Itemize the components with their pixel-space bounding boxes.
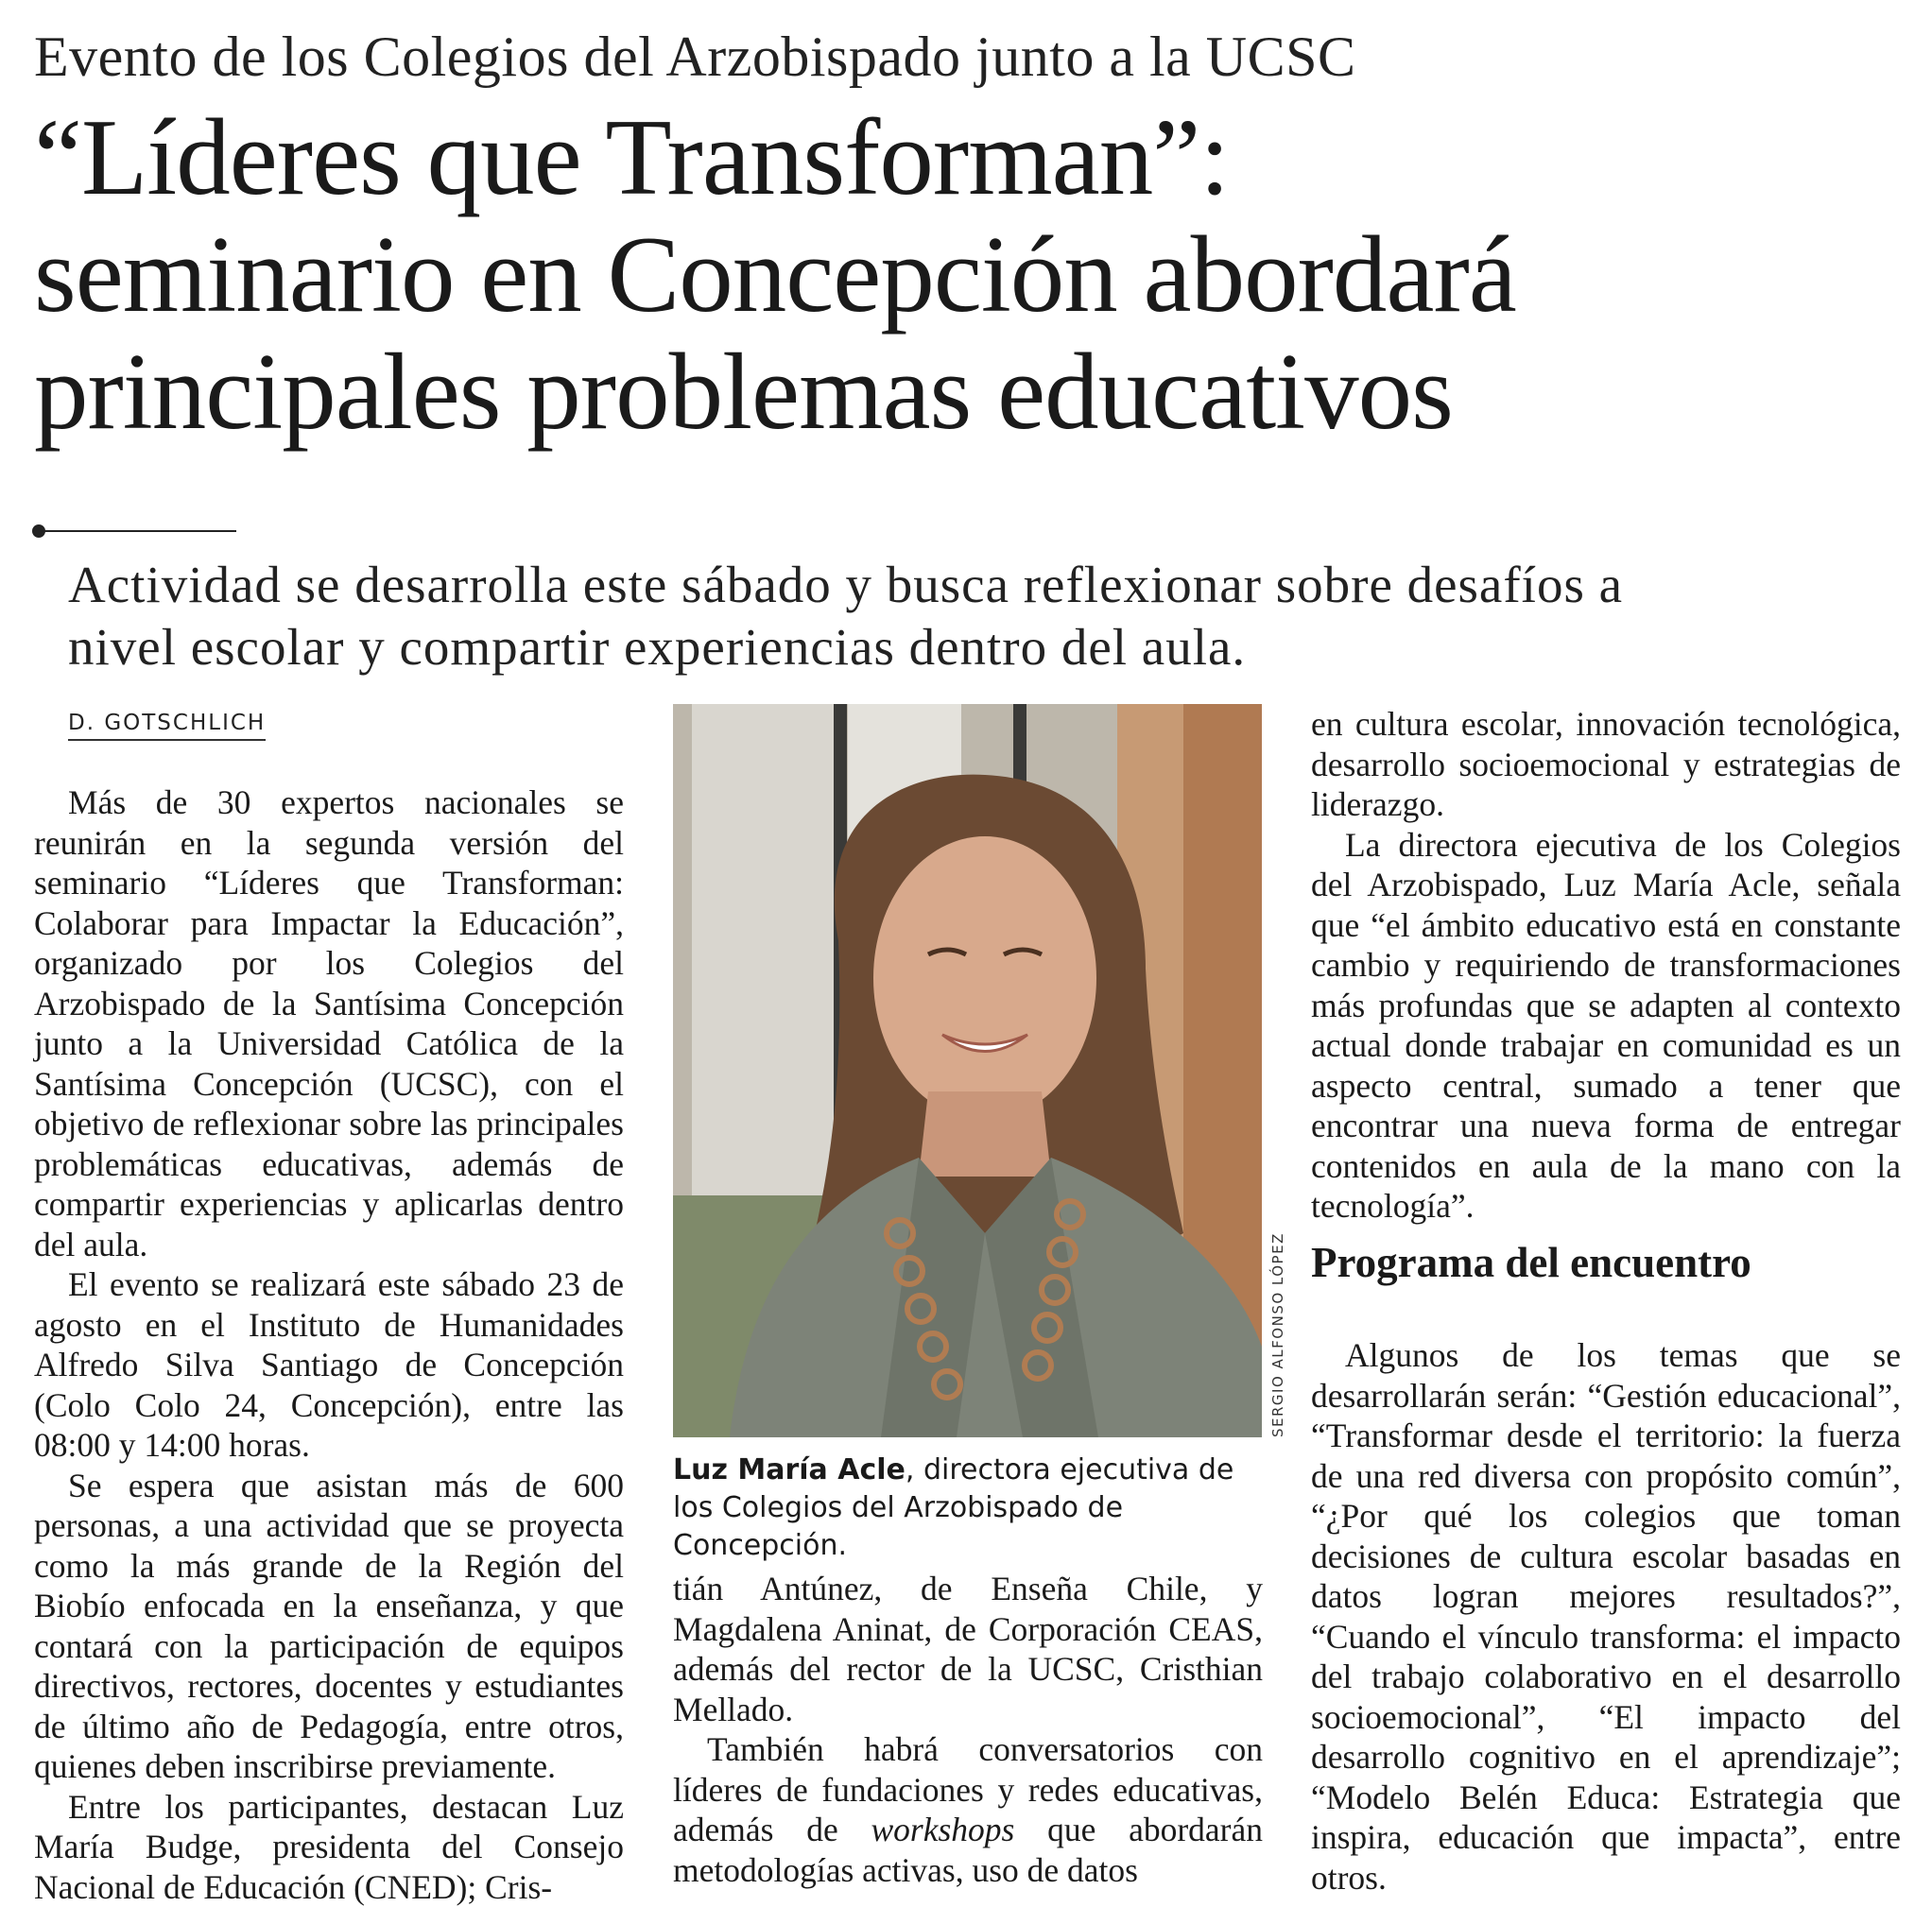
column-1 [34, 782, 624, 1907]
column-3-continued [1311, 1335, 1901, 1898]
headline-rule-dot [32, 524, 45, 538]
headline-rule [38, 530, 236, 532]
column-2 [673, 1569, 1263, 1890]
paragraph: El evento se realizará este sábado 23 de agosto en el Instituto de Humanidades Alfredo Silva Santiago de Concepción (Colo Colo 24, Concepción), entre las 08:00 y 14:00 horas. [34, 1265, 624, 1464]
paragraph: tián Antúnez, de Enseña Chile, y Magdalena Aninat, de Corporación CEAS, además del rector de la UCSC, Cristhian Mellado. [673, 1570, 1263, 1728]
caption-text: , directora ejecutiva de los Colegios del Arzobispado de Concepción. [673, 1453, 1234, 1562]
paragraph: Se espera que asistan más de 600 personas, a una actividad que se proyecta como la más grande de la Región del Biobío enfocada en la enseñanza, y que contará con la participación de equipos directivos, rectores, docentes y estudiantes de último año de Pedagogía, entre otros, quienes deben inscribirse previamente. [34, 1466, 624, 1785]
deck-line-2: nivel escolar y compartir experiencias dentro del aula. [68, 618, 1247, 676]
column-3 [1311, 704, 1901, 1227]
paragraph: Entre los participantes, destacan Luz María Budge, presidenta del Consejo Nacional de Educación (CNED); Cris- [34, 1787, 624, 1906]
portrait-illustration [673, 704, 1262, 1437]
kicker: Evento de los Colegios del Arzobispado junto a la UCSC [34, 26, 1356, 88]
photo-credit: SERGIO ALFONSO LÓPEZ [1269, 1232, 1286, 1437]
deck [68, 554, 1864, 679]
paragraph-text: que abordarán metodologías activas, uso de datos [673, 1811, 1263, 1889]
headline [34, 99, 1915, 451]
paragraph-text: También habrá conversatorios con líderes de fundaciones y redes educativas, además de [673, 1730, 1263, 1848]
portrait-photo [673, 704, 1262, 1437]
paragraph: Algunos de los temas que se desarrollarán serán: “Gestión educacional”, “Transformar desde el territorio: la fuerza de una red diversa con propósito común”, “¿Por qué los colegios que toman decisiones de cultura escolar basadas en datos logran mejores resultados?”, “Cuando el vínculo transforma: el impacto del trabajo colaborativo en el desarrollo socioemocional”, “El impacto del desarrollo cognitivo en el aprendizaje”; “Modelo Belén Educa: Estrategia que inspira, educación que impacta”, entre otros. [1311, 1336, 1901, 1897]
headline-line-2: seminario en Concepción abordará [34, 215, 1516, 335]
byline: D. GOTSCHLICH [68, 711, 266, 741]
italic-term: workshops [871, 1811, 1015, 1848]
paragraph: Más de 30 expertos nacionales se reunirán en la segunda versión del seminario “Líderes que Transforman: Colaborar para Impactar la Educación”, organizado por los Colegios del Arzobispado de la Santísima Concepción junto a la Universidad Católica de la Santísima Concepción (UCSC), con el objetivo de reflexionar sobre las principales problemáticas educativas, además de compartir experiencias y aplicarlas dentro del aula. [34, 783, 624, 1263]
deck-line-1: Actividad se desarrolla este sábado y busca reflexionar sobre desafíos a [68, 556, 1624, 613]
paragraph: La directora ejecutiva de los Colegios del Arzobispado, Luz María Acle, señala que “el ámbito educativo está en constante cambio y requiriendo de transformaciones más profundas que se adapten al contexto actual donde trabajar en comunidad es un aspecto central, sumado a tener que encontrar una nueva forma de entregar contenidos en aula de la mano con la tecnología”. [1311, 825, 1901, 1225]
headline-line-3: principales problemas educativos [34, 332, 1453, 452]
photo-caption [673, 1452, 1278, 1565]
paragraph: en cultura escolar, innovación tecnológica, desarrollo socioemocional y estrategias de liderazgo. [1311, 705, 1901, 823]
headline-line-1: “Líderes que Transforman”: [34, 97, 1230, 217]
paragraph [673, 1729, 1263, 1890]
subheading: Programa del encuentro [1311, 1239, 1751, 1286]
caption-name: Luz María Acle [673, 1453, 906, 1486]
